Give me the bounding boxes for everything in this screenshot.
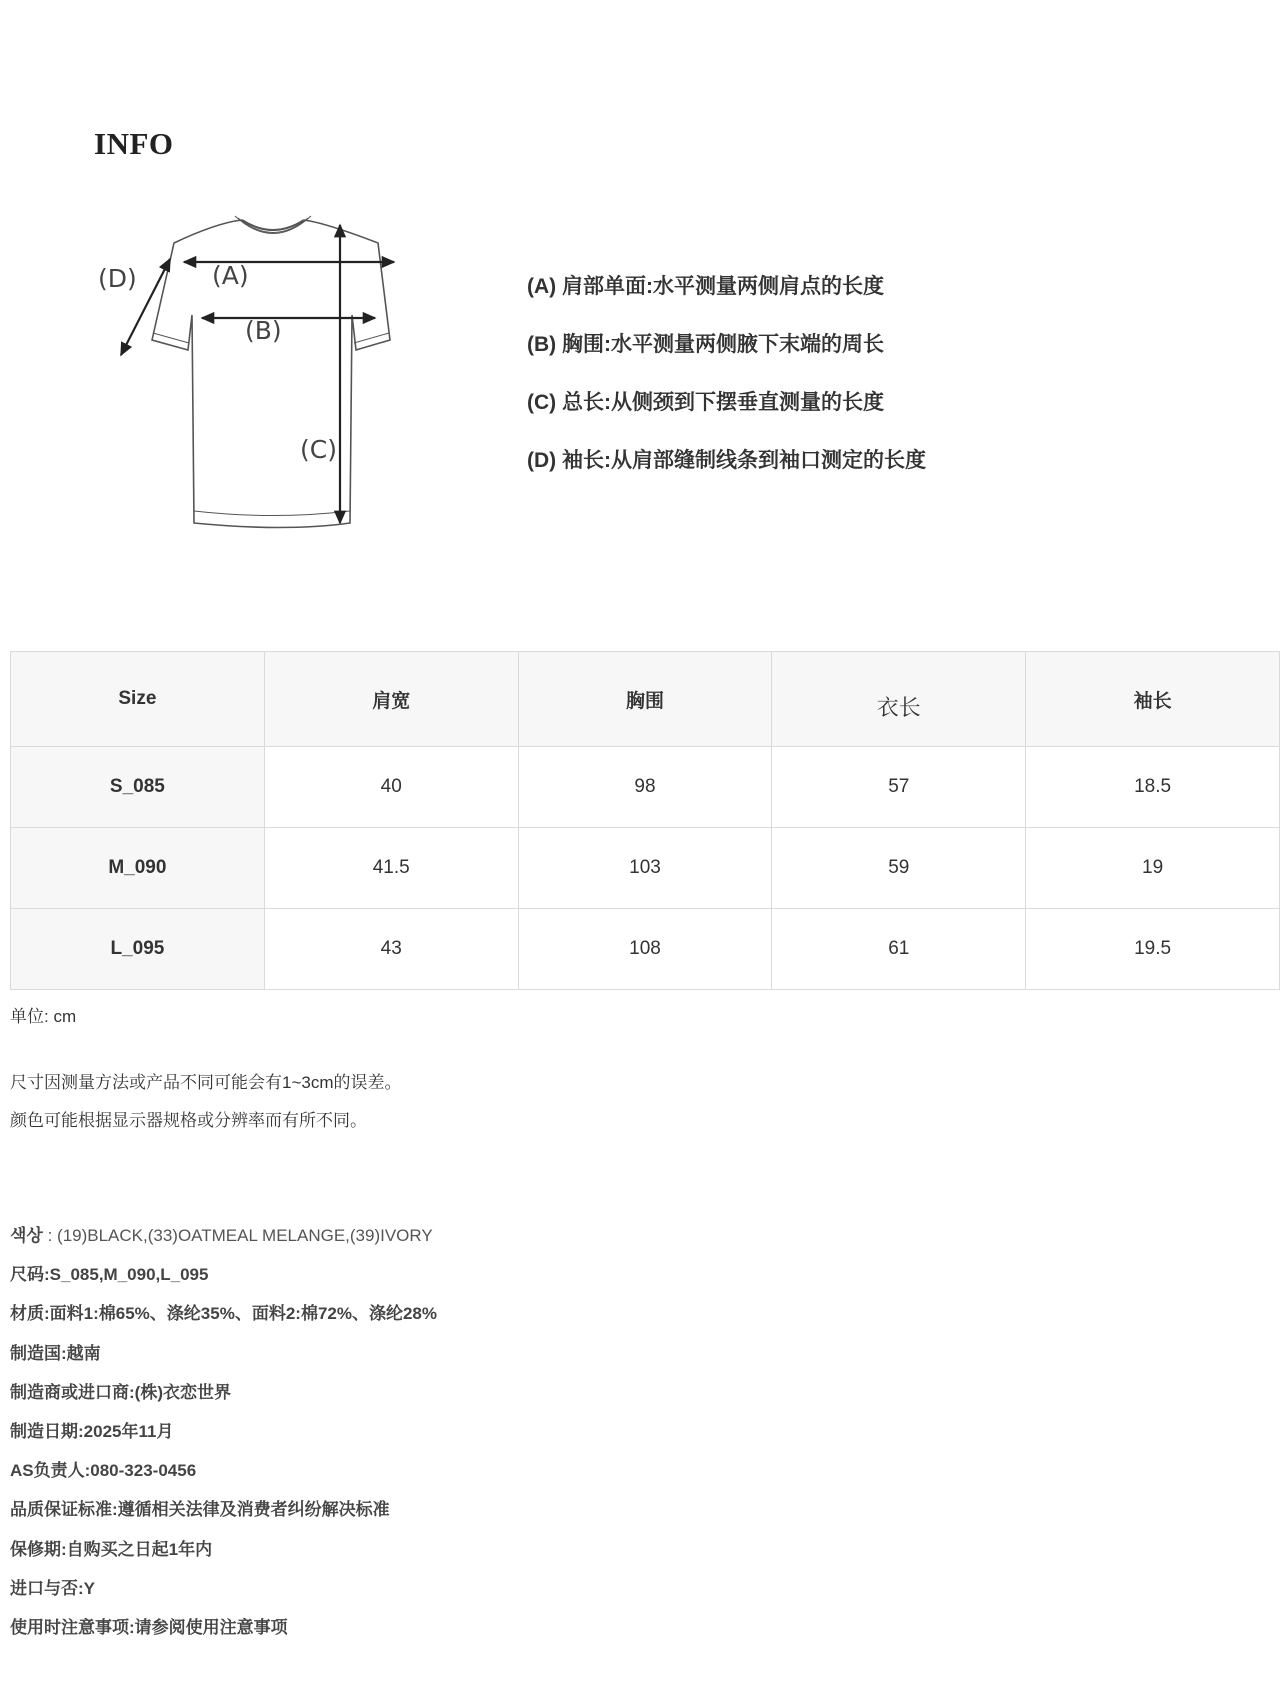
info-line: 进口与否:Y xyxy=(10,1578,95,1598)
cell-shoulder: 41.5 xyxy=(264,828,518,909)
info-line: 使用时注意事项:请参阅使用注意事项 xyxy=(10,1617,288,1637)
table-row xyxy=(11,747,1280,828)
label-a: (A) xyxy=(212,261,249,290)
measurement-descriptions xyxy=(527,272,926,504)
info-line: 材质:面料1:棉65%、涤纶35%、面料2:棉72%、涤纶28% xyxy=(10,1304,437,1324)
table-header-row xyxy=(11,652,1280,747)
info-heading: INFO xyxy=(94,126,174,161)
desc-b: (B) 胸围:水平测量两侧腋下末端的周长 xyxy=(527,333,884,356)
info-line: 保修期:自购买之日起1年内 xyxy=(10,1539,213,1559)
table-row xyxy=(11,909,1280,990)
unit-note: 单位: cm xyxy=(10,1007,77,1026)
info-line: 品质保证标准:遵循相关法律及消费者纠纷解决标准 xyxy=(10,1500,390,1520)
tshirt-diagram xyxy=(90,205,460,545)
cell-sleeve: 19.5 xyxy=(1026,909,1280,990)
cell-shoulder: 43 xyxy=(264,909,518,990)
label-d: (D) xyxy=(98,264,137,293)
info-color xyxy=(10,1223,437,1262)
cell-chest: 103 xyxy=(518,828,772,909)
cell-shoulder: 40 xyxy=(264,747,518,828)
info-color-value: : (19)BLACK,(33)OATMEAL MELANGE,(39)IVORY xyxy=(42,1226,433,1245)
table-row xyxy=(11,828,1280,909)
error-note: 尺寸因测量方法或产品不同可能会有1~3cm的误差。 xyxy=(10,1073,402,1092)
measure-arrows xyxy=(121,225,394,523)
cell-length: 57 xyxy=(772,747,1026,828)
label-b: (B) xyxy=(245,316,282,345)
info-line: 制造日期:2025年11月 xyxy=(10,1421,174,1441)
header-sleeve: 袖长 xyxy=(1026,652,1280,747)
info-line: 制造商或进口商:(株)衣恋世界 xyxy=(10,1382,231,1402)
info-line: 尺码:S_085,M_090,L_095 xyxy=(10,1265,209,1285)
cell-length: 61 xyxy=(772,909,1026,990)
cell-sleeve: 18.5 xyxy=(1026,747,1280,828)
desc-c: (C) 总长:从侧颈到下摆垂直测量的长度 xyxy=(527,391,884,414)
info-line: 制造国:越南 xyxy=(10,1343,101,1363)
desc-d: (D) 袖长:从肩部缝制线条到袖口测定的长度 xyxy=(527,449,926,472)
cell-length: 59 xyxy=(772,828,1026,909)
header-length: 衣长 xyxy=(772,652,1026,747)
cell-size: S_085 xyxy=(11,747,265,828)
label-c: (C) xyxy=(300,435,337,464)
info-line: AS负责人:080-323-0456 xyxy=(10,1461,197,1481)
color-note: 颜色可能根据显示器规格或分辨率而有所不同。 xyxy=(10,1111,367,1130)
cell-chest: 98 xyxy=(518,747,772,828)
cell-chest: 108 xyxy=(518,909,772,990)
cell-size: M_090 xyxy=(11,828,265,909)
desc-a: (A) 肩部单面:水平测量两侧肩点的长度 xyxy=(527,275,884,298)
header-size: Size xyxy=(11,652,265,747)
cell-size: L_095 xyxy=(11,909,265,990)
info-color-label: 색상 xyxy=(10,1226,43,1245)
cell-sleeve: 19 xyxy=(1026,828,1280,909)
product-info xyxy=(10,1223,437,1654)
header-chest: 胸围 xyxy=(518,652,772,747)
header-shoulder: 肩宽 xyxy=(264,652,518,747)
size-table xyxy=(10,651,1280,990)
